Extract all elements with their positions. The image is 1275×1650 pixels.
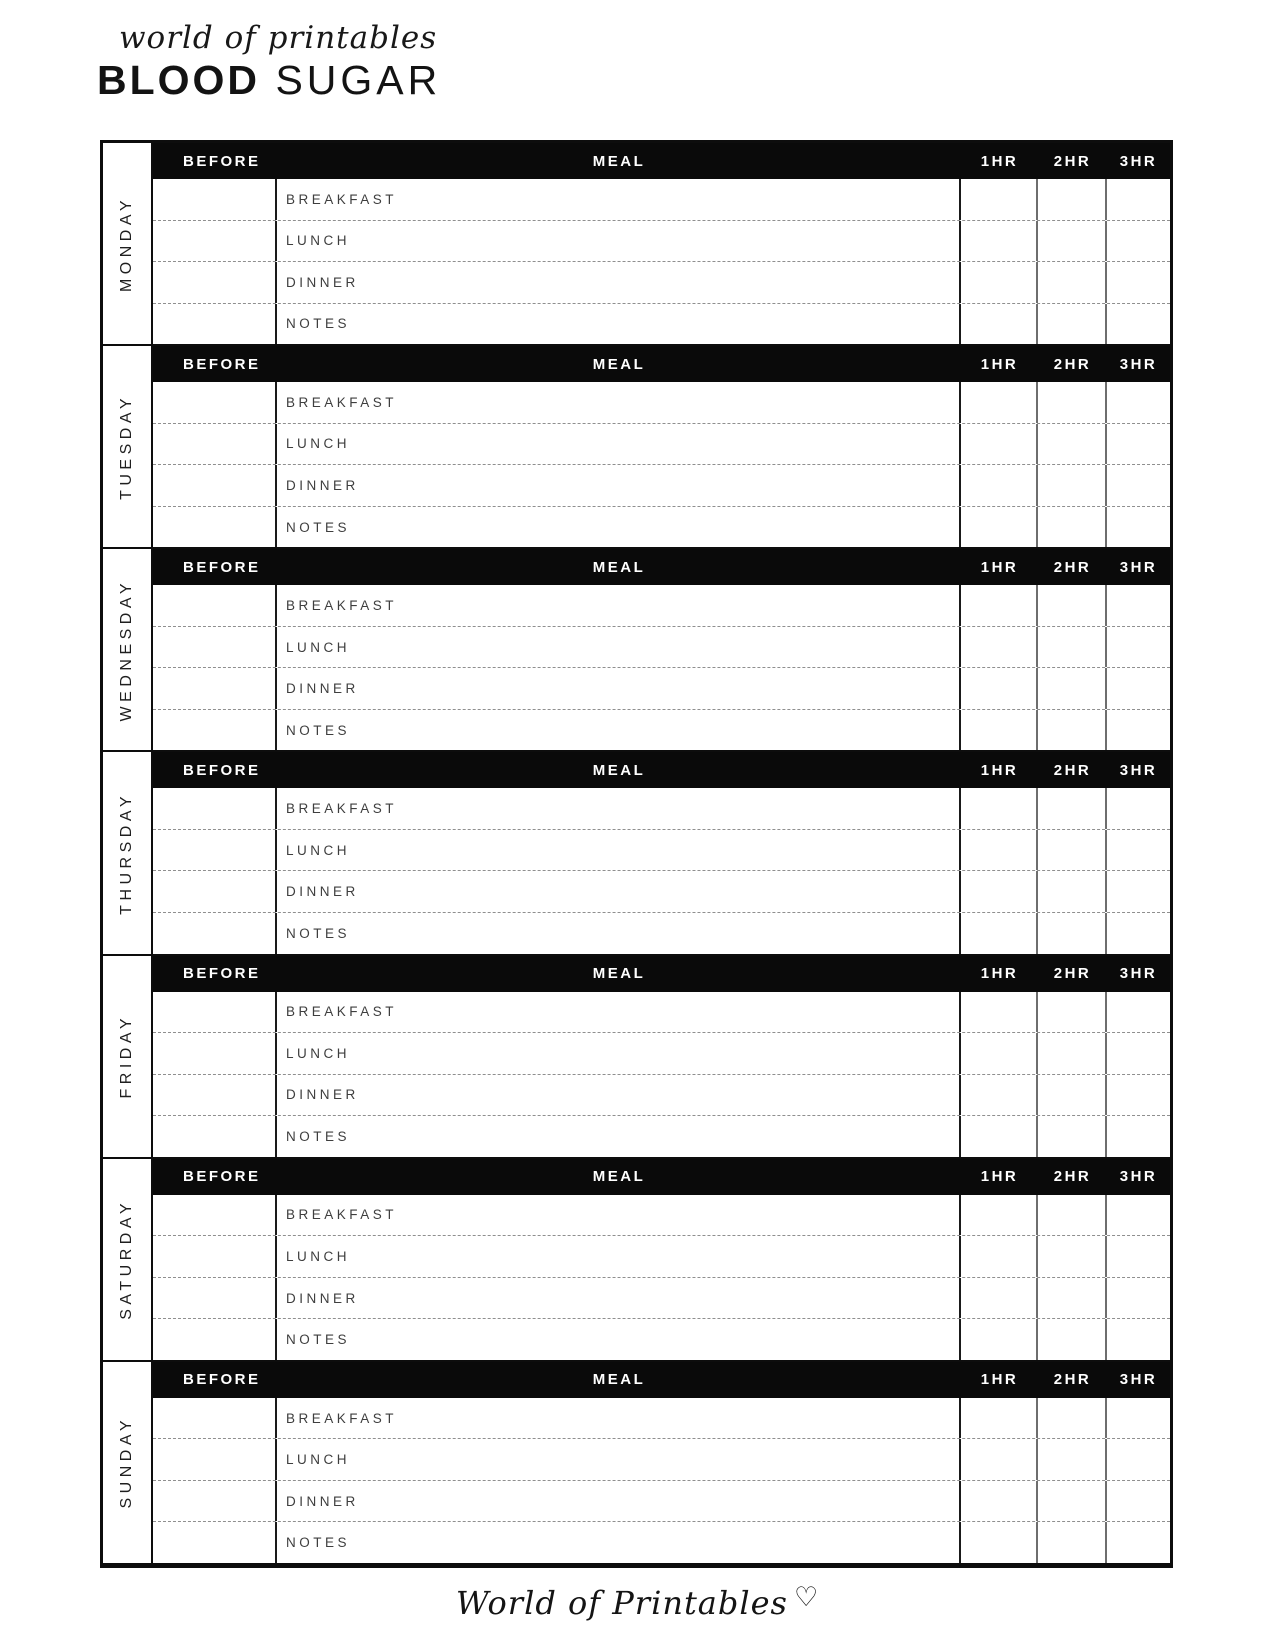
footer-brand-script: World of Printables [455,1584,788,1622]
lunch-2hr-cell[interactable] [1038,1033,1107,1074]
tracker-table [100,140,1173,1568]
notes-before-cell[interactable] [153,1319,277,1360]
notes-row [153,506,1170,548]
breakfast-3hr-cell[interactable] [1107,1195,1170,1236]
breakfast-2hr-cell[interactable] [1038,1195,1107,1236]
day-rows [153,1398,1170,1563]
notes-meal-cell[interactable] [277,304,961,345]
lunch-row-label: LUNCH [286,639,351,655]
lunch-before-cell[interactable] [153,221,277,262]
column-header-3hr: 3HR [1119,355,1158,373]
column-header-2hr: 2HR [1053,152,1092,170]
day-section-body [153,346,1170,547]
dinner-meal-cell[interactable] [277,871,961,912]
page-title-light: SUGAR [260,57,442,104]
breakfast-3hr-cell[interactable] [1107,382,1170,423]
breakfast-meal-cell[interactable] [277,382,961,423]
breakfast-before-cell[interactable] [153,179,277,220]
breakfast-3hr-cell[interactable] [1107,788,1170,829]
lunch-before-cell[interactable] [153,830,277,871]
heart-icon: ♡ [793,1582,820,1613]
column-header-before: BEFORE [183,965,261,983]
lunch-1hr-cell[interactable] [961,1439,1038,1480]
day-label-column [103,549,153,750]
dinner-2hr-cell[interactable] [1038,1075,1107,1116]
column-header-3hr: 3HR [1119,761,1158,779]
breakfast-row-label: BREAKFAST [286,801,398,817]
column-header-before: BEFORE [183,1371,261,1389]
dinner-meal-cell[interactable] [277,262,961,303]
day-section-sunday [103,1362,1170,1563]
dinner-before-cell[interactable] [153,1481,277,1522]
lunch-row-label: LUNCH [286,233,351,249]
notes-before-cell[interactable] [153,710,277,751]
notes-2hr-cell[interactable] [1038,1116,1107,1157]
lunch-meal-cell[interactable] [277,830,961,871]
dinner-2hr-cell[interactable] [1038,871,1107,912]
lunch-row-label: LUNCH [286,436,351,452]
column-header-1hr: 1HR [980,1168,1019,1186]
dinner-meal-cell[interactable] [277,668,961,709]
column-header-meal: MEAL [592,1168,646,1186]
brand-logo-script: world of printables [119,20,438,56]
dinner-before-cell[interactable] [153,1075,277,1116]
dinner-row [153,667,1170,709]
lunch-row [153,423,1170,465]
notes-1hr-cell[interactable] [961,913,1038,954]
lunch-3hr-cell[interactable] [1107,424,1170,465]
column-header-2hr: 2HR [1053,761,1092,779]
breakfast-row-label: BREAKFAST [286,1410,398,1426]
notes-row [153,1521,1170,1563]
breakfast-row [153,1398,1170,1439]
day-section-body [153,1362,1170,1563]
column-header-1hr: 1HR [980,965,1019,983]
breakfast-meal-cell[interactable] [277,585,961,626]
dinner-row [153,1277,1170,1319]
breakfast-2hr-cell[interactable] [1038,585,1107,626]
column-header-before: BEFORE [183,558,261,576]
column-header-1hr: 1HR [980,1371,1019,1389]
day-section-body [153,1159,1170,1360]
lunch-1hr-cell[interactable] [961,1033,1038,1074]
notes-1hr-cell[interactable] [961,304,1038,345]
lunch-before-cell[interactable] [153,424,277,465]
dinner-2hr-cell[interactable] [1038,465,1107,506]
dinner-row-label: DINNER [286,884,359,900]
column-header-1hr: 1HR [980,152,1019,170]
lunch-row [153,1235,1170,1277]
column-header-meal: MEAL [592,355,646,373]
lunch-2hr-cell[interactable] [1038,627,1107,668]
lunch-meal-cell[interactable] [277,424,961,465]
lunch-before-cell[interactable] [153,627,277,668]
breakfast-row-label: BREAKFAST [286,394,398,410]
dinner-row [153,1480,1170,1522]
column-header-meal: MEAL [592,1371,646,1389]
day-label: THURSDAY [118,791,135,915]
notes-2hr-cell[interactable] [1038,304,1107,345]
lunch-before-cell[interactable] [153,1033,277,1074]
breakfast-2hr-cell[interactable] [1038,788,1107,829]
column-header-bar [153,752,1170,788]
breakfast-3hr-cell[interactable] [1107,992,1170,1033]
dinner-1hr-cell[interactable] [961,1075,1038,1116]
dinner-row [153,1074,1170,1116]
breakfast-meal-cell[interactable] [277,1195,961,1236]
day-label-column [103,143,153,344]
breakfast-meal-cell[interactable] [277,179,961,220]
notes-1hr-cell[interactable] [961,710,1038,751]
breakfast-1hr-cell[interactable] [961,1195,1038,1236]
lunch-row [153,626,1170,668]
notes-before-cell[interactable] [153,1522,277,1563]
page-title-bold: BLOOD [97,57,261,104]
dinner-meal-cell[interactable] [277,465,961,506]
lunch-meal-cell[interactable] [277,1033,961,1074]
notes-3hr-cell[interactable] [1107,507,1170,548]
lunch-row-label: LUNCH [286,842,351,858]
column-header-2hr: 2HR [1053,965,1092,983]
dinner-row-label: DINNER [286,274,359,290]
lunch-meal-cell[interactable] [277,221,961,262]
notes-3hr-cell[interactable] [1107,1319,1170,1360]
breakfast-meal-cell[interactable] [277,788,961,829]
dinner-row-label: DINNER [286,1493,359,1509]
lunch-row-label: LUNCH [286,1045,351,1061]
breakfast-row [153,1195,1170,1236]
notes-row [153,303,1170,345]
breakfast-before-cell[interactable] [153,788,277,829]
dinner-row-label: DINNER [286,681,359,697]
dinner-before-cell[interactable] [153,668,277,709]
dinner-1hr-cell[interactable] [961,1481,1038,1522]
lunch-meal-cell[interactable] [277,627,961,668]
breakfast-1hr-cell[interactable] [961,1398,1038,1439]
breakfast-1hr-cell[interactable] [961,382,1038,423]
dinner-2hr-cell[interactable] [1038,1278,1107,1319]
notes-before-cell[interactable] [153,507,277,548]
lunch-1hr-cell[interactable] [961,221,1038,262]
notes-before-cell[interactable] [153,913,277,954]
notes-2hr-cell[interactable] [1038,1522,1107,1563]
day-rows [153,992,1170,1157]
lunch-2hr-cell[interactable] [1038,424,1107,465]
lunch-2hr-cell[interactable] [1038,221,1107,262]
breakfast-row [153,992,1170,1033]
dinner-before-cell[interactable] [153,262,277,303]
notes-row-label: NOTES [286,925,351,941]
day-section-wednesday [103,549,1170,752]
day-label: WEDNESDAY [118,578,135,722]
notes-row-label: NOTES [286,1535,351,1551]
notes-row-label: NOTES [286,722,351,738]
column-header-before: BEFORE [183,761,261,779]
dinner-1hr-cell[interactable] [961,871,1038,912]
lunch-row [153,1438,1170,1480]
day-section-tuesday [103,346,1170,549]
day-label-column [103,1362,153,1563]
notes-row [153,1115,1170,1157]
lunch-3hr-cell[interactable] [1107,221,1170,262]
breakfast-meal-cell[interactable] [277,1398,961,1439]
notes-row-label: NOTES [286,1128,351,1144]
dinner-row-label: DINNER [286,1087,359,1103]
notes-1hr-cell[interactable] [961,1116,1038,1157]
lunch-1hr-cell[interactable] [961,830,1038,871]
breakfast-row [153,179,1170,220]
breakfast-3hr-cell[interactable] [1107,1398,1170,1439]
column-header-bar [153,346,1170,382]
notes-before-cell[interactable] [153,304,277,345]
lunch-3hr-cell[interactable] [1107,1439,1170,1480]
column-header-2hr: 2HR [1053,1371,1092,1389]
column-header-bar [153,1159,1170,1195]
dinner-1hr-cell[interactable] [961,1278,1038,1319]
lunch-row [153,829,1170,871]
notes-meal-cell[interactable] [277,710,961,751]
column-header-before: BEFORE [183,152,261,170]
notes-1hr-cell[interactable] [961,1319,1038,1360]
day-label-column [103,346,153,547]
lunch-2hr-cell[interactable] [1038,1236,1107,1277]
lunch-3hr-cell[interactable] [1107,1033,1170,1074]
notes-3hr-cell[interactable] [1107,913,1170,954]
dinner-row-label: DINNER [286,1290,359,1306]
breakfast-2hr-cell[interactable] [1038,179,1107,220]
column-header-bar [153,143,1170,179]
dinner-1hr-cell[interactable] [961,262,1038,303]
notes-before-cell[interactable] [153,1116,277,1157]
dinner-3hr-cell[interactable] [1107,1278,1170,1319]
day-section-saturday [103,1159,1170,1362]
day-label-column [103,956,153,1157]
day-rows [153,1195,1170,1360]
page-title [97,57,442,104]
notes-row-label: NOTES [286,316,351,332]
day-section-body [153,752,1170,953]
column-header-3hr: 3HR [1119,558,1158,576]
notes-2hr-cell[interactable] [1038,710,1107,751]
notes-2hr-cell[interactable] [1038,1319,1107,1360]
day-label: FRIDAY [118,1013,135,1099]
breakfast-1hr-cell[interactable] [961,179,1038,220]
notes-row-label: NOTES [286,519,351,535]
dinner-2hr-cell[interactable] [1038,1481,1107,1522]
column-header-3hr: 3HR [1119,1168,1158,1186]
dinner-3hr-cell[interactable] [1107,668,1170,709]
dinner-2hr-cell[interactable] [1038,668,1107,709]
lunch-1hr-cell[interactable] [961,627,1038,668]
notes-meal-cell[interactable] [277,1319,961,1360]
breakfast-3hr-cell[interactable] [1107,179,1170,220]
day-rows [153,179,1170,344]
lunch-meal-cell[interactable] [277,1236,961,1277]
lunch-2hr-cell[interactable] [1038,1439,1107,1480]
lunch-before-cell[interactable] [153,1236,277,1277]
column-header-meal: MEAL [592,761,646,779]
lunch-2hr-cell[interactable] [1038,830,1107,871]
notes-row-label: NOTES [286,1332,351,1348]
column-header-bar [153,1362,1170,1398]
dinner-1hr-cell[interactable] [961,465,1038,506]
day-section-friday [103,956,1170,1159]
column-header-bar [153,956,1170,992]
breakfast-before-cell[interactable] [153,1398,277,1439]
dinner-3hr-cell[interactable] [1107,1481,1170,1522]
column-header-1hr: 1HR [980,761,1019,779]
page-footer [0,1584,1275,1622]
notes-row [153,1318,1170,1360]
column-header-3hr: 3HR [1119,965,1158,983]
dinner-3hr-cell[interactable] [1107,871,1170,912]
dinner-3hr-cell[interactable] [1107,465,1170,506]
breakfast-row-label: BREAKFAST [286,598,398,614]
day-label-column [103,752,153,953]
notes-meal-cell[interactable] [277,913,961,954]
breakfast-3hr-cell[interactable] [1107,585,1170,626]
notes-meal-cell[interactable] [277,507,961,548]
day-section-monday [103,143,1170,346]
day-rows [153,788,1170,953]
breakfast-row-label: BREAKFAST [286,1207,398,1223]
lunch-row-label: LUNCH [286,1452,351,1468]
page-header [97,18,442,104]
notes-meal-cell[interactable] [277,1116,961,1157]
breakfast-row [153,382,1170,423]
breakfast-row [153,585,1170,626]
column-header-3hr: 3HR [1119,1371,1158,1389]
dinner-meal-cell[interactable] [277,1278,961,1319]
lunch-row-label: LUNCH [286,1249,351,1264]
dinner-3hr-cell[interactable] [1107,1075,1170,1116]
breakfast-2hr-cell[interactable] [1038,992,1107,1033]
day-label: TUESDAY [118,393,135,500]
day-label-column [103,1159,153,1360]
notes-1hr-cell[interactable] [961,1522,1038,1563]
breakfast-1hr-cell[interactable] [961,992,1038,1033]
column-header-2hr: 2HR [1053,355,1092,373]
column-header-bar [153,549,1170,585]
lunch-3hr-cell[interactable] [1107,627,1170,668]
breakfast-1hr-cell[interactable] [961,585,1038,626]
lunch-meal-cell[interactable] [277,1439,961,1480]
column-header-meal: MEAL [592,558,646,576]
breakfast-meal-cell[interactable] [277,992,961,1033]
breakfast-before-cell[interactable] [153,1195,277,1236]
column-header-2hr: 2HR [1053,1168,1092,1186]
breakfast-row-label: BREAKFAST [286,191,398,207]
notes-row [153,912,1170,954]
notes-3hr-cell[interactable] [1107,710,1170,751]
breakfast-2hr-cell[interactable] [1038,1398,1107,1439]
breakfast-before-cell[interactable] [153,382,277,423]
dinner-row [153,261,1170,303]
dinner-row [153,464,1170,506]
column-header-2hr: 2HR [1053,558,1092,576]
day-label: SATURDAY [118,1198,135,1320]
dinner-row-label: DINNER [286,477,359,493]
lunch-1hr-cell[interactable] [961,424,1038,465]
notes-3hr-cell[interactable] [1107,1116,1170,1157]
dinner-meal-cell[interactable] [277,1075,961,1116]
dinner-row [153,870,1170,912]
day-label: MONDAY [118,195,135,292]
day-rows [153,382,1170,547]
lunch-row [153,220,1170,262]
column-header-meal: MEAL [592,152,646,170]
breakfast-1hr-cell[interactable] [961,788,1038,829]
notes-2hr-cell[interactable] [1038,507,1107,548]
lunch-row [153,1032,1170,1074]
dinner-before-cell[interactable] [153,871,277,912]
dinner-before-cell[interactable] [153,1278,277,1319]
breakfast-2hr-cell[interactable] [1038,382,1107,423]
lunch-1hr-cell[interactable] [961,1236,1038,1277]
dinner-2hr-cell[interactable] [1038,262,1107,303]
notes-3hr-cell[interactable] [1107,304,1170,345]
notes-3hr-cell[interactable] [1107,1522,1170,1563]
breakfast-before-cell[interactable] [153,992,277,1033]
breakfast-before-cell[interactable] [153,585,277,626]
breakfast-row [153,788,1170,829]
notes-1hr-cell[interactable] [961,507,1038,548]
column-header-1hr: 1HR [980,355,1019,373]
notes-row [153,709,1170,751]
dinner-meal-cell[interactable] [277,1481,961,1522]
day-section-body [153,549,1170,750]
day-section-thursday [103,752,1170,955]
lunch-3hr-cell[interactable] [1107,1236,1170,1277]
day-label: SUNDAY [118,1416,135,1509]
day-rows [153,585,1170,750]
day-section-body [153,956,1170,1157]
column-header-meal: MEAL [592,965,646,983]
column-header-before: BEFORE [183,355,261,373]
day-section-body [153,143,1170,344]
dinner-1hr-cell[interactable] [961,668,1038,709]
notes-2hr-cell[interactable] [1038,913,1107,954]
dinner-before-cell[interactable] [153,465,277,506]
lunch-3hr-cell[interactable] [1107,830,1170,871]
lunch-before-cell[interactable] [153,1439,277,1480]
column-header-1hr: 1HR [980,558,1019,576]
column-header-before: BEFORE [183,1168,261,1186]
column-header-3hr: 3HR [1119,152,1158,170]
breakfast-row-label: BREAKFAST [286,1004,398,1020]
dinner-3hr-cell[interactable] [1107,262,1170,303]
notes-meal-cell[interactable] [277,1522,961,1563]
